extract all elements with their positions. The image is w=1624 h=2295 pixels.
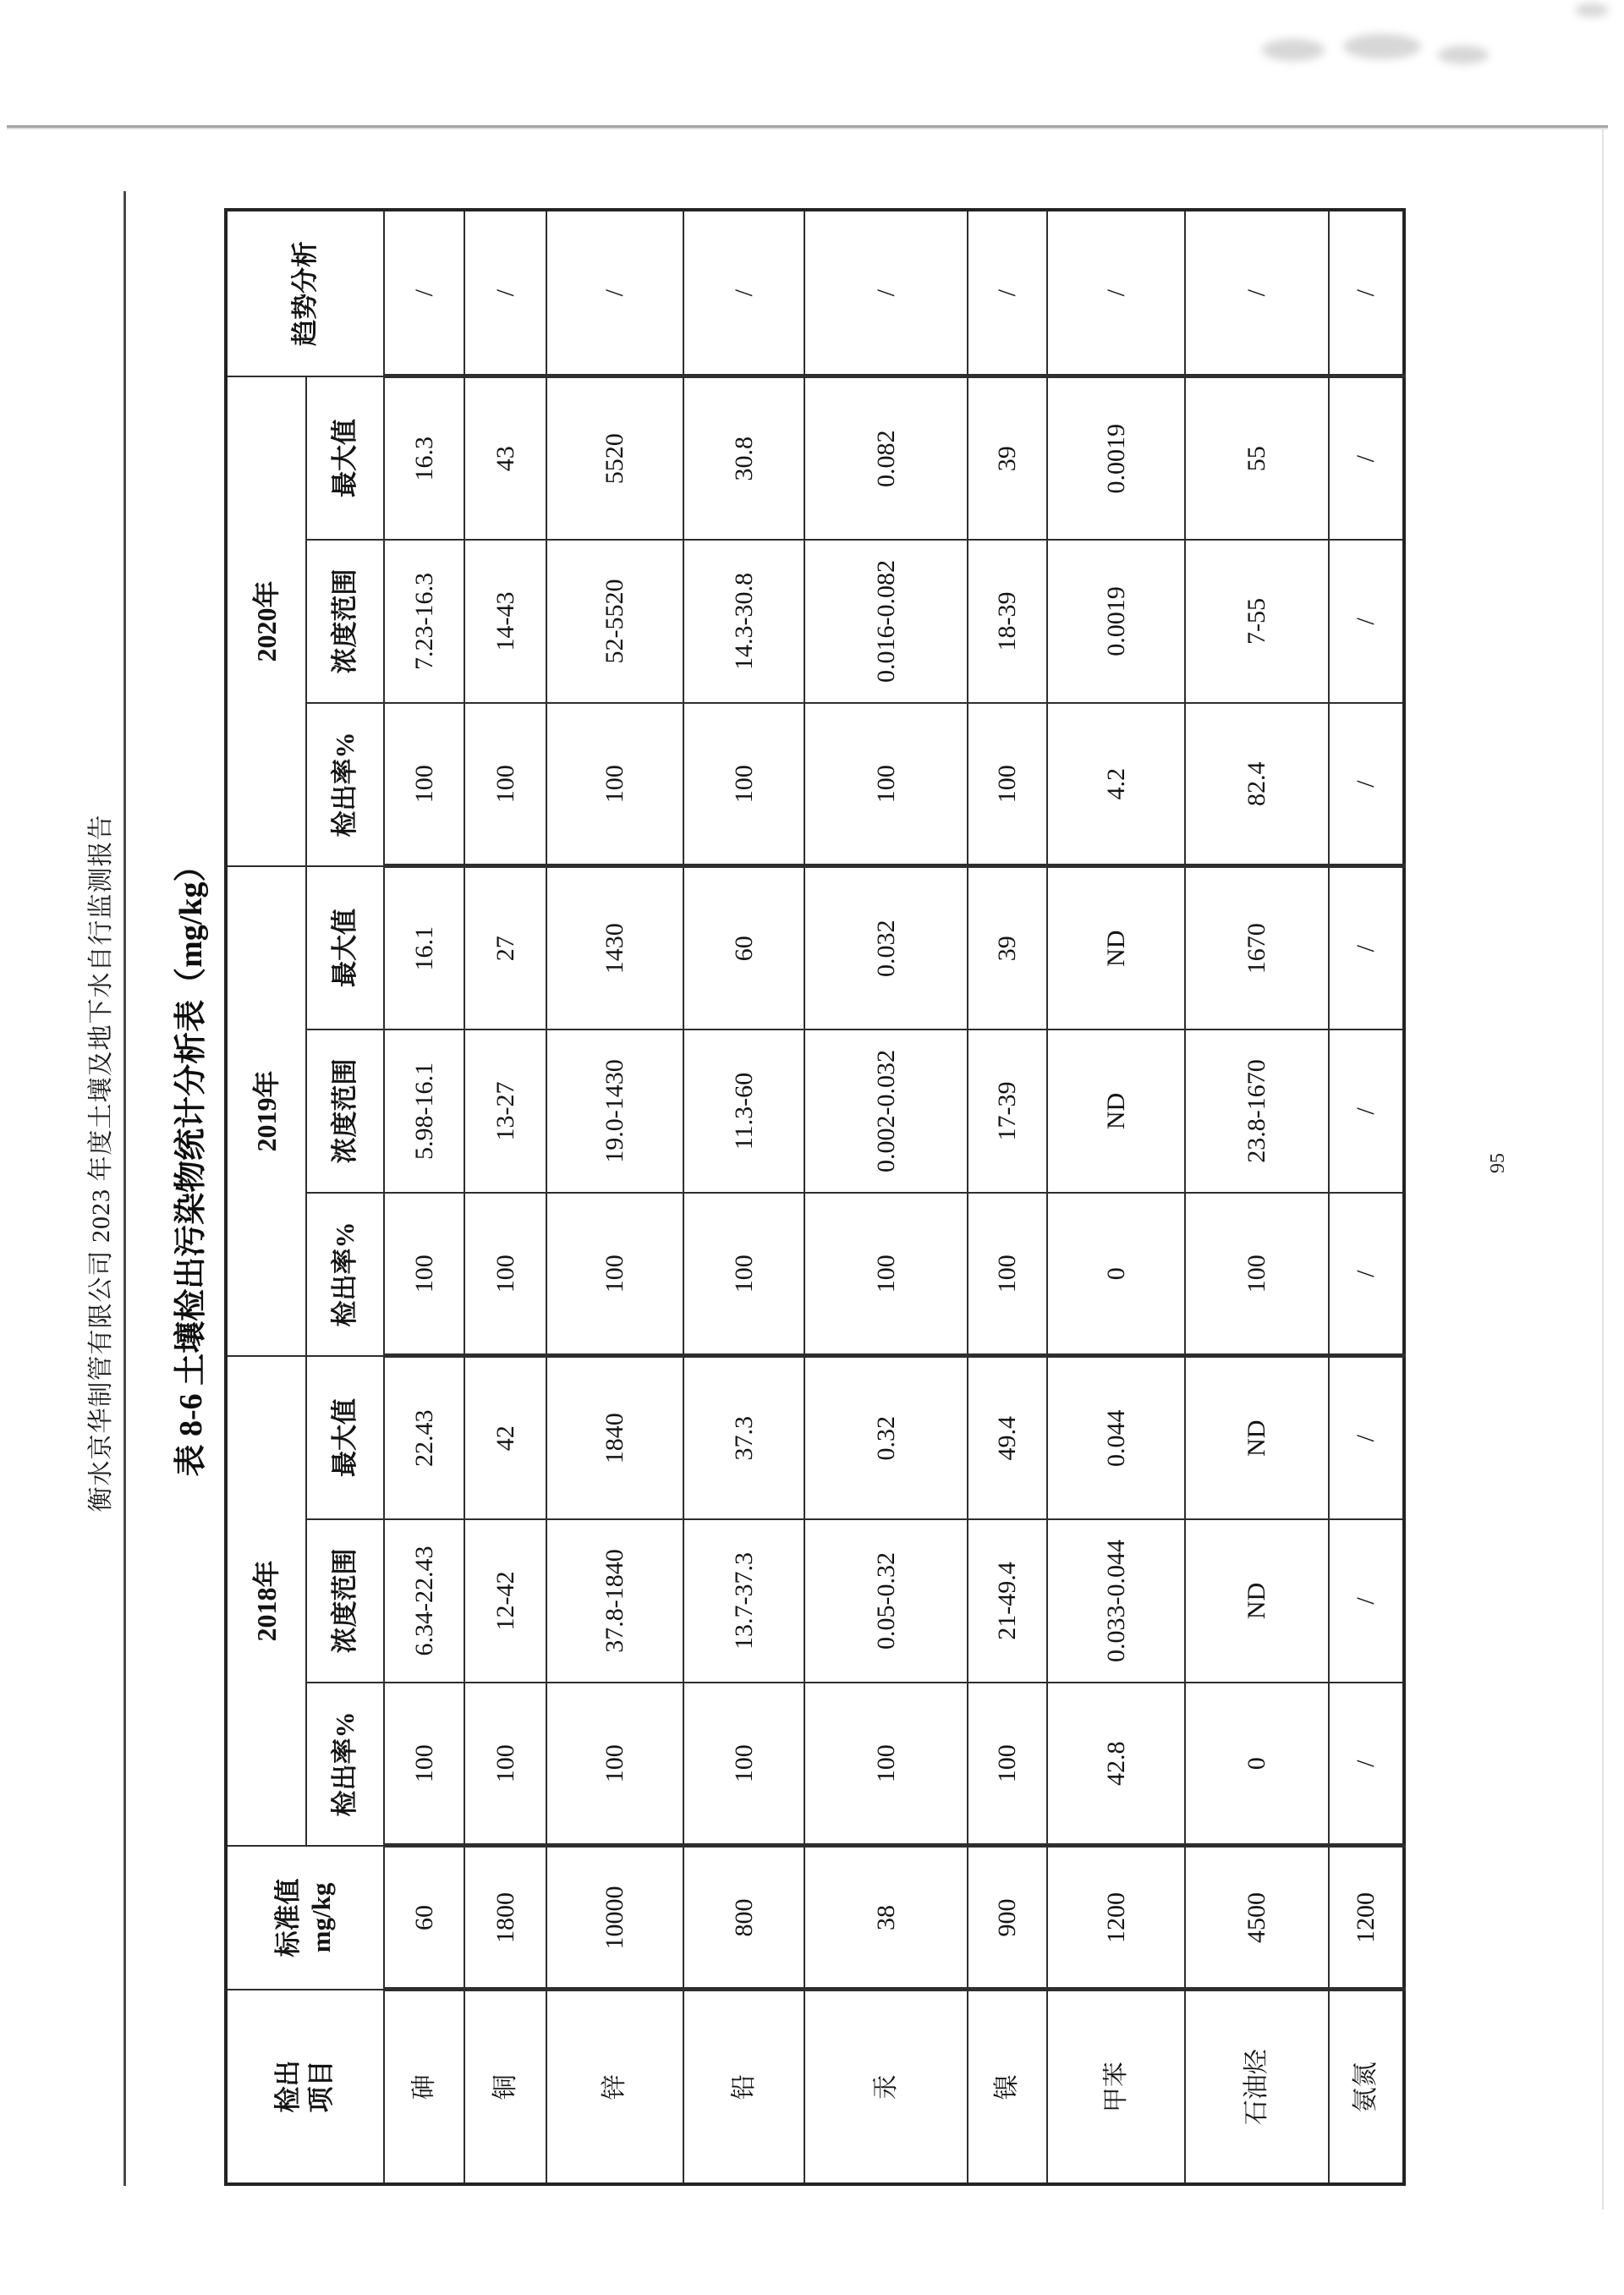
cell-2020-detection-rate: 100 xyxy=(546,703,683,866)
cell-2018-concentration-range: 0.05-0.32 xyxy=(804,1519,968,1683)
cell-2018-concentration-range: 13.7-37.3 xyxy=(683,1519,804,1683)
cell-2019-concentration-range: 13-27 xyxy=(464,1029,546,1193)
col-header-2020-concentration-range: 浓度范围 xyxy=(306,540,384,703)
cell-2019-detection-rate: 0 xyxy=(1047,1193,1185,1356)
cell-2019-max-value: / xyxy=(1329,866,1404,1029)
cell-item-name: 镍 xyxy=(968,1990,1047,2184)
cell-2020-concentration-range: 52-5520 xyxy=(546,540,683,703)
cell-trend-analysis: / xyxy=(968,210,1047,376)
col-header-2018-detection-rate: 检出率% xyxy=(306,1683,384,1846)
cell-2018-max-value: 0.32 xyxy=(804,1356,968,1519)
cell-2019-concentration-range: / xyxy=(1329,1029,1404,1193)
table-body xyxy=(384,210,1404,2184)
cell-standard-value: 900 xyxy=(968,1846,1047,1990)
col-header-2019-detection-rate: 检出率% xyxy=(306,1193,384,1356)
col-header-2020-detection-rate: 检出率% xyxy=(306,703,384,866)
col-header-trend-analysis: 趋势分析 xyxy=(226,210,384,376)
col-header-2018-concentration-range: 浓度范围 xyxy=(306,1519,384,1683)
cell-2019-max-value: ND xyxy=(1047,866,1185,1029)
cell-2018-detection-rate: 100 xyxy=(546,1683,683,1846)
col-header-year-2019: 2019年 xyxy=(226,866,306,1356)
page-number: 95 xyxy=(1487,1153,1509,1173)
cell-2020-detection-rate: 82.4 xyxy=(1185,703,1329,866)
cell-2018-max-value: 22.43 xyxy=(384,1356,464,1519)
cell-2019-detection-rate: 100 xyxy=(384,1193,464,1356)
document-header-rule xyxy=(123,191,126,2186)
cell-2020-max-value: 30.8 xyxy=(683,376,804,540)
cell-2019-concentration-range: 23.8-1670 xyxy=(1185,1029,1329,1193)
cell-trend-analysis: / xyxy=(804,210,968,376)
cell-trend-analysis: / xyxy=(546,210,683,376)
cell-2018-detection-rate: 100 xyxy=(683,1683,804,1846)
cell-2020-detection-rate: 100 xyxy=(683,703,804,866)
cell-2020-concentration-range: 7-55 xyxy=(1185,540,1329,703)
scan-smudge xyxy=(1262,39,1325,61)
table-row xyxy=(384,210,464,2184)
cell-2020-detection-rate: 100 xyxy=(464,703,546,866)
cell-trend-analysis: / xyxy=(1329,210,1404,376)
cell-2018-detection-rate: 100 xyxy=(804,1683,968,1846)
cell-2019-concentration-range: 17-39 xyxy=(968,1029,1047,1193)
cell-2019-max-value: 1430 xyxy=(546,866,683,1029)
cell-2018-max-value: 37.3 xyxy=(683,1356,804,1519)
cell-2018-concentration-range: 0.033-0.044 xyxy=(1047,1519,1185,1683)
table-row xyxy=(1185,210,1329,2184)
col-header-standard-value: 标准值 mg/kg xyxy=(226,1846,384,1990)
cell-2020-max-value: 39 xyxy=(968,376,1047,540)
cell-standard-value: 1800 xyxy=(464,1846,546,1990)
cell-trend-analysis: / xyxy=(1047,210,1185,376)
cell-2020-concentration-range: 14.3-30.8 xyxy=(683,540,804,703)
cell-trend-analysis: / xyxy=(683,210,804,376)
table-row xyxy=(683,210,804,2184)
table-row xyxy=(464,210,546,2184)
rotated-landscape-content xyxy=(51,127,1556,2199)
cell-2020-detection-rate: 100 xyxy=(968,703,1047,866)
scan-smudge xyxy=(1438,46,1489,64)
cell-item-name: 石油烃 xyxy=(1185,1990,1329,2184)
cell-2019-concentration-range: 11.3-60 xyxy=(683,1029,804,1193)
cell-2020-detection-rate: 100 xyxy=(804,703,968,866)
cell-item-name: 汞 xyxy=(804,1990,968,2184)
table-row xyxy=(804,210,968,2184)
cell-2020-max-value: 16.3 xyxy=(384,376,464,540)
cell-2020-detection-rate: 100 xyxy=(384,703,464,866)
cell-standard-value: 800 xyxy=(683,1846,804,1990)
cell-standard-value: 4500 xyxy=(1185,1846,1329,1990)
cell-2018-concentration-range: 12-42 xyxy=(464,1519,546,1683)
table-row xyxy=(1047,210,1185,2184)
cell-standard-value: 1200 xyxy=(1047,1846,1185,1990)
cell-item-name: 氨氮 xyxy=(1329,1990,1404,2184)
cell-2018-max-value: 42 xyxy=(464,1356,546,1519)
cell-2019-max-value: 60 xyxy=(683,866,804,1029)
cell-trend-analysis: / xyxy=(384,210,464,376)
table-row xyxy=(546,210,683,2184)
col-header-detected-item: 检出 项目 xyxy=(226,1990,384,2184)
cell-2018-max-value: ND xyxy=(1185,1356,1329,1519)
cell-2018-max-value: 1840 xyxy=(546,1356,683,1519)
document-header-text: 衡水京华制管有限公司 2023 年度土壤及地下水自行监测报告 xyxy=(87,814,115,1513)
cell-2019-concentration-range: 5.98-16.1 xyxy=(384,1029,464,1193)
cell-2019-concentration-range: ND xyxy=(1047,1029,1185,1193)
cell-2018-detection-rate: 100 xyxy=(384,1683,464,1846)
cell-item-name: 铅 xyxy=(683,1990,804,2184)
cell-2018-concentration-range: / xyxy=(1329,1519,1404,1683)
cell-2020-detection-rate: / xyxy=(1329,703,1404,866)
scan-smudge xyxy=(1343,34,1421,59)
cell-2018-max-value: 49.4 xyxy=(968,1356,1047,1519)
col-header-2019-max-value: 最大值 xyxy=(306,866,384,1029)
cell-2019-concentration-range: 19.0-1430 xyxy=(546,1029,683,1193)
pollutant-statistics-table xyxy=(224,208,1406,2186)
cell-2018-detection-rate: / xyxy=(1329,1683,1404,1846)
cell-item-name: 甲苯 xyxy=(1047,1990,1185,2184)
col-header-year-2020: 2020年 xyxy=(226,376,306,866)
cell-2020-max-value: 0.0019 xyxy=(1047,376,1185,540)
cell-2018-detection-rate: 42.8 xyxy=(1047,1683,1185,1846)
cell-2018-concentration-range: ND xyxy=(1185,1519,1329,1683)
cell-2019-concentration-range: 0.002-0.032 xyxy=(804,1029,968,1193)
cell-item-name: 砷 xyxy=(384,1990,464,2184)
cell-2018-max-value: / xyxy=(1329,1356,1404,1519)
col-header-2020-max-value: 最大值 xyxy=(306,376,384,540)
cell-2019-detection-rate: 100 xyxy=(804,1193,968,1356)
cell-2020-concentration-range: / xyxy=(1329,540,1404,703)
cell-trend-analysis: / xyxy=(464,210,546,376)
cell-2019-max-value: 16.1 xyxy=(384,866,464,1029)
col-header-2018-max-value: 最大值 xyxy=(306,1356,384,1519)
cell-2020-max-value: 5520 xyxy=(546,376,683,540)
cell-standard-value: 1200 xyxy=(1329,1846,1404,1990)
col-header-year-2018: 2018年 xyxy=(226,1356,306,1846)
cell-2020-concentration-range: 14-43 xyxy=(464,540,546,703)
cell-2019-detection-rate: 100 xyxy=(683,1193,804,1356)
cell-2019-detection-rate: 100 xyxy=(546,1193,683,1356)
cell-2020-concentration-range: 7.23-16.3 xyxy=(384,540,464,703)
cell-2019-detection-rate: 100 xyxy=(464,1193,546,1356)
cell-item-name: 铜 xyxy=(464,1990,546,2184)
table-row xyxy=(968,210,1047,2184)
cell-2020-max-value: / xyxy=(1329,376,1404,540)
cell-2020-max-value: 0.082 xyxy=(804,376,968,540)
cell-2019-max-value: 0.032 xyxy=(804,866,968,1029)
cell-standard-value: 38 xyxy=(804,1846,968,1990)
cell-2018-detection-rate: 100 xyxy=(464,1683,546,1846)
cell-2018-detection-rate: 0 xyxy=(1185,1683,1329,1846)
cell-2020-concentration-range: 0.016-0.082 xyxy=(804,540,968,703)
cell-2020-max-value: 55 xyxy=(1185,376,1329,540)
cell-2020-max-value: 43 xyxy=(464,376,546,540)
cell-2019-max-value: 1670 xyxy=(1185,866,1329,1029)
cell-2018-concentration-range: 37.8-1840 xyxy=(546,1519,683,1683)
cell-standard-value: 10000 xyxy=(546,1846,683,1990)
cell-2019-max-value: 39 xyxy=(968,866,1047,1029)
cell-2019-detection-rate: 100 xyxy=(1185,1193,1329,1356)
cell-2020-concentration-range: 0.0019 xyxy=(1047,540,1185,703)
cell-2020-detection-rate: 4.2 xyxy=(1047,703,1185,866)
cell-2018-concentration-range: 21-49.4 xyxy=(968,1519,1047,1683)
cell-2019-max-value: 27 xyxy=(464,866,546,1029)
col-header-2019-concentration-range: 浓度范围 xyxy=(306,1029,384,1193)
cell-item-name: 锌 xyxy=(546,1990,683,2184)
cell-2020-concentration-range: 18-39 xyxy=(968,540,1047,703)
table-header-row-1 xyxy=(226,210,306,2184)
cell-standard-value: 60 xyxy=(384,1846,464,1990)
cell-2018-detection-rate: 100 xyxy=(968,1683,1047,1846)
scan-smudge xyxy=(1575,3,1609,17)
cell-2019-detection-rate: / xyxy=(1329,1193,1404,1356)
table-row xyxy=(1329,210,1404,2184)
scan-edge-line-right xyxy=(1602,129,1604,2210)
cell-2019-detection-rate: 100 xyxy=(968,1193,1047,1356)
table-title: 表 8-6 土壤检出污染物统计分析表（mg/kg） xyxy=(173,849,209,1477)
cell-2018-max-value: 0.044 xyxy=(1047,1356,1185,1519)
cell-2018-concentration-range: 6.34-22.43 xyxy=(384,1519,464,1683)
cell-trend-analysis: / xyxy=(1185,210,1329,376)
